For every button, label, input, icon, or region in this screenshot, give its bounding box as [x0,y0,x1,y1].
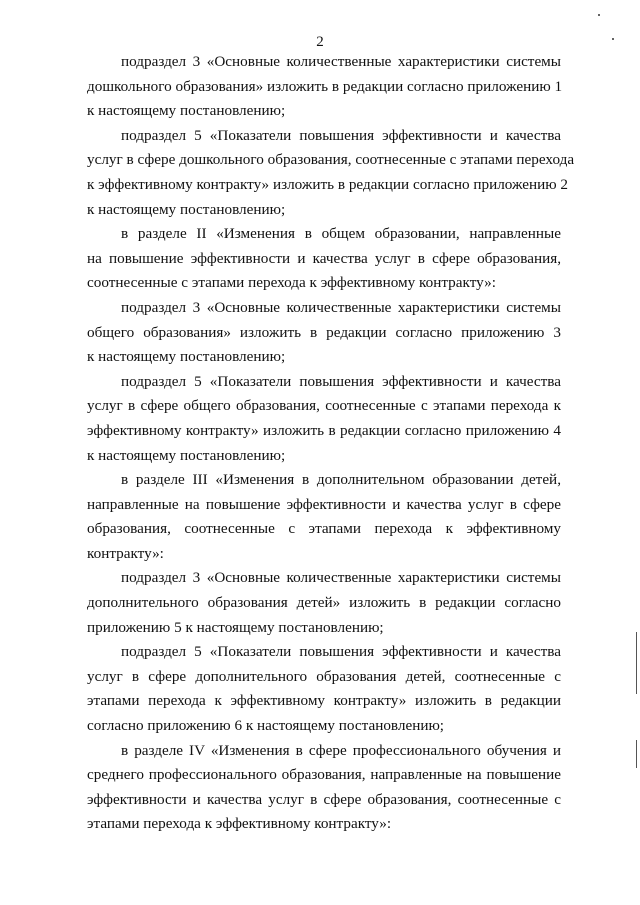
paragraph [87,124,575,222]
paragraph [87,640,561,738]
scan-speck [612,38,614,40]
paragraph [87,468,561,566]
text-line: этапами перехода к эффективному контракту»: [87,815,392,833]
paragraph [87,222,561,296]
text-line: среднего профессионального образования, направленные на повышение [87,766,561,784]
text-line: согласно приложению 6 к настоящему постановлению; [87,717,445,735]
paragraph [87,296,561,370]
text-line: к настоящему постановлению; [87,200,286,218]
text-line: дошкольного образования» изложить в редакции согласно приложению 1 [87,77,563,95]
text-line: услуг в сфере дошкольного образования, соотнесенные с этапами перехода [87,151,575,169]
page-number: 2 [316,34,324,50]
scan-edge-mark [636,632,637,694]
text-line: подраздел 3 «Основные количественные характеристики системы [121,298,561,316]
text-line: к эффективному контракту» изложить в редакции согласно приложению 2 [87,175,569,193]
text-line: эффективности и качества услуг в сфере образования, соотнесенные с [87,790,561,808]
text-line: подраздел 5 «Показатели повышения эффективности и качества [121,126,561,144]
text-line: к настоящему постановлению; [87,446,286,464]
text-line: образования, соотнесенные с этапами перехода к эффективному [87,520,561,538]
text-line: эффективному контракту» изложить в редакции согласно приложению 4 [87,421,561,439]
text-line: направленные на повышение эффективности и качества услуг в сфере [87,495,561,513]
text-line: соотнесенные с этапами перехода к эффективному контракту»: [87,274,496,292]
document-body [87,50,575,837]
text-line: контракту»: [87,544,164,562]
text-line: на повышение эффективности и качества услуг в сфере образования, [87,249,561,267]
text-line: в разделе IV «Изменения в сфере профессионального обучения и [121,741,561,759]
text-line: подраздел 3 «Основные количественные характеристики системы [121,569,561,587]
paragraph [87,50,561,124]
text-line: подраздел 5 «Показатели повышения эффективности и качества [121,643,561,661]
paragraph [87,370,561,468]
text-line: в разделе II «Изменения в общем образовании, направленные [121,225,561,243]
text-line: услуг в сфере общего образования, соотнесенные с этапами перехода к [87,397,561,415]
text-line: подраздел 3 «Основные количественные характеристики системы [121,53,561,70]
text-line: дополнительного образования детей» изложить в редакции согласно [87,594,561,612]
paragraph [87,739,561,837]
text-line: общего образования» изложить в редакции согласно приложению 3 [87,323,561,341]
scan-speck [598,14,600,16]
text-line: подраздел 5 «Показатели повышения эффективности и качества [121,372,561,390]
text-line: приложению 5 к настоящему постановлению; [87,618,384,636]
text-line: этапами перехода к эффективному контракту» изложить в редакции [87,692,561,710]
text-line: в разделе III «Изменения в дополнительном образовании детей, [121,471,561,489]
scan-edge-mark [636,740,637,768]
text-line: к настоящему постановлению; [87,102,286,120]
paragraph [87,566,561,640]
text-line: услуг в сфере дополнительного образования детей, соотнесенные с [87,667,561,685]
text-line: к настоящему постановлению; [87,348,286,366]
